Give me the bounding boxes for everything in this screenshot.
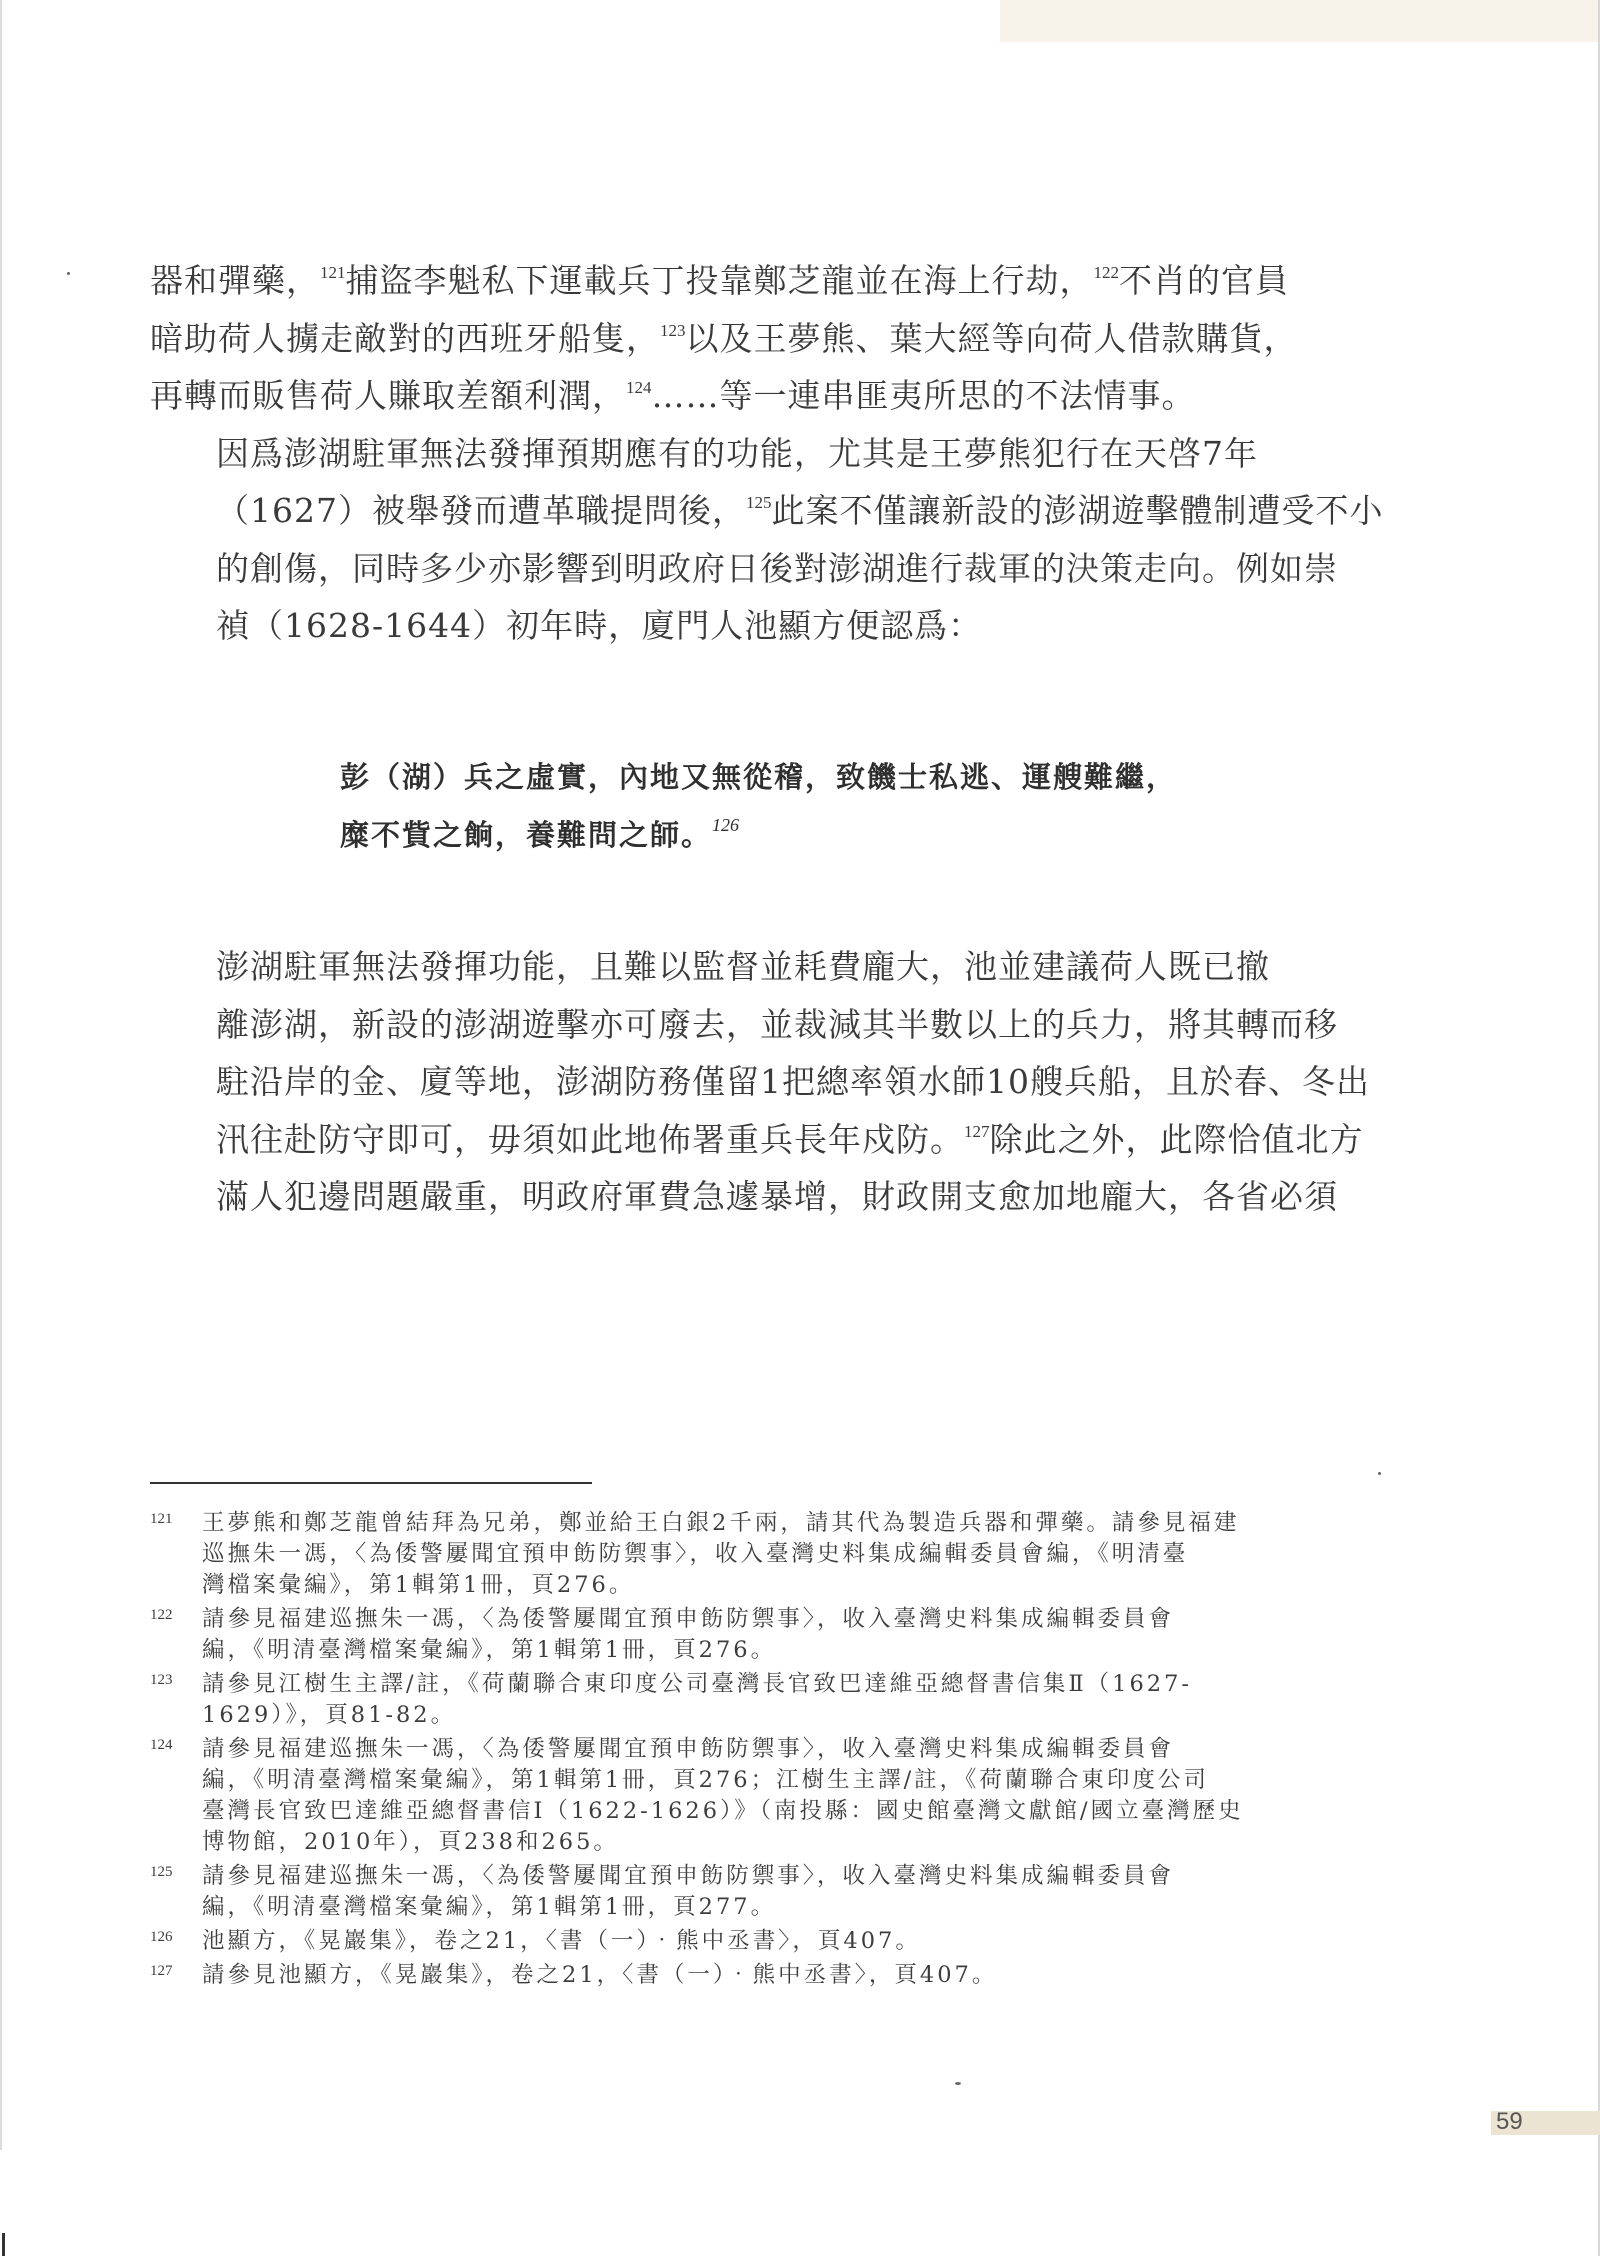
text-run: 汛往赴防守即可，毋須如此地佈署重兵長年戍防。 — [216, 1119, 964, 1159]
footnote-number: 126 — [150, 1929, 173, 1945]
footnote-number: 127 — [150, 1963, 173, 1979]
text-run: 因爲澎湖駐軍無法發揮預期應有的功能，尤其是王夢熊犯行在天啓7年 — [216, 433, 1258, 473]
text-run: 器和彈藥， — [150, 261, 320, 300]
footnote-reference[interactable]: 121 — [320, 263, 346, 282]
text-line — [150, 482, 1384, 540]
text-line — [150, 996, 1345, 1054]
text-line — [150, 252, 1345, 310]
text-run: 彭（湖）兵之虛實，內地又無從稽，致饑士私逃、運艘難繼， — [340, 760, 1178, 794]
footnote-item — [150, 1734, 1350, 1858]
body-section-1 — [150, 252, 1384, 655]
text-line — [150, 367, 1345, 425]
footnote-text-line: 臺灣長官致巴達維亞總督書信Ⅰ（1622-1626）》（南投縣：國史館臺灣文獻館/國立臺灣歷史 — [202, 1798, 1244, 1824]
text-line — [150, 425, 1345, 483]
footnote-reference[interactable]: 127 — [964, 1121, 990, 1141]
footnote-text-line: 博物館，2010年），頁238和265。 — [202, 1829, 619, 1855]
text-run: 除此之外，此際恰值北方 — [989, 1119, 1364, 1159]
text-run: 駐沿岸的金、廈等地，澎湖防務僅留1把總率領水師10艘兵船，且於春、冬出 — [216, 1062, 1370, 1101]
paragraph-2 — [150, 425, 1384, 655]
footnote-text-line: 灣檔案彙編》，第1輯第1冊，頁276。 — [202, 1572, 635, 1598]
page-top-band — [1000, 0, 1600, 42]
footnote-text-line: 王夢熊和鄭芝龍曾結拜為兄弟，鄭並給王白銀2千兩，請其代為製造兵器和彈藥。請參見福建 — [202, 1510, 1240, 1536]
text-line — [150, 1111, 1364, 1169]
text-run: 離澎湖，新設的澎湖遊擊亦可廢去，並裁減其半數以上的兵力，將其轉而移 — [216, 1004, 1338, 1044]
paragraph-3 — [150, 938, 1370, 1226]
paragraph-1 — [150, 252, 1345, 425]
footnote-text-line: 1629）》，頁81-82。 — [202, 1702, 457, 1728]
footnote-text-line: 編，《明清臺灣檔案彙編》，第1輯第1冊，頁276。 — [202, 1637, 777, 1663]
footnote-text-line: 請參見福建巡撫朱一馮，〈為倭警屢聞宜預申飭防禦事〉，收入臺灣史料集成編輯委員會 — [202, 1736, 1175, 1762]
footnote-reference[interactable]: 122 — [1093, 263, 1119, 282]
text-line — [340, 806, 1350, 864]
text-run: 不肖的官員 — [1119, 261, 1289, 300]
body-section-2 — [150, 938, 1370, 1226]
footnote-text-line: 請參見池顯方，《晃巖集》，卷之21，〈書（一）‧熊中丞書〉，頁407。 — [202, 1962, 998, 1988]
footnote-reference[interactable]: 124 — [626, 378, 652, 397]
block-quote — [340, 748, 1350, 864]
footnote-text-line: 請參見江樹生主譯/註，《荷蘭聯合東印度公司臺灣長官致巴達維亞總督書信集Ⅱ（1627- — [202, 1671, 1192, 1697]
scan-speck — [1378, 1472, 1381, 1475]
text-run: 禎（1628-1644）初年時，廈門人池顯方便認爲： — [216, 606, 983, 645]
footnote-text-line: 編，《明清臺灣檔案彙編》，第1輯第1冊，頁276；江樹生主譯/註，《荷蘭聯合東印度公司 — [202, 1767, 1209, 1793]
footnote-item — [150, 1604, 1350, 1666]
text-line — [340, 748, 1350, 806]
scan-speck — [67, 272, 70, 275]
footnote-text-line: 池顯方，《晃巖集》，卷之21，〈書（一）‧熊中丞書〉，頁407。 — [202, 1928, 921, 1954]
page-left-edge — [0, 0, 2, 2150]
footnote-reference[interactable]: 125 — [745, 493, 772, 512]
text-line — [150, 1168, 1345, 1226]
footnote-text-line: 巡撫朱一馮，〈為倭警屢聞宜預申飭防禦事〉，收入臺灣史料集成編輯委員會編，《明清臺 — [202, 1541, 1189, 1567]
text-line — [150, 597, 1345, 655]
text-line — [150, 1053, 1370, 1111]
text-run: 再轉而販售荷人賺取差額利潤， — [150, 376, 626, 415]
footnote-number: 123 — [150, 1672, 173, 1688]
footnote-item — [150, 1669, 1350, 1731]
text-line — [150, 310, 1345, 368]
footnote-number: 125 — [150, 1864, 173, 1880]
footnote-reference[interactable]: 123 — [660, 320, 686, 340]
footnote-text-line: 請參見福建巡撫朱一馮，〈為倭警屢聞宜預申飭防禦事〉，收入臺灣史料集成編輯委員會 — [202, 1863, 1175, 1889]
footnote-number: 121 — [150, 1511, 173, 1527]
text-run: （1627）被舉發而遭革職提問後， — [216, 491, 746, 530]
footnote-number: 124 — [150, 1737, 173, 1753]
page-number: 59 — [1496, 2108, 1523, 2135]
footnote-text-line: 編，《明清臺灣檔案彙編》，第1輯第1冊，頁277。 — [202, 1894, 777, 1920]
scan-speck — [955, 2082, 961, 2085]
footnote-item — [150, 1960, 1350, 1991]
text-run: 此案不僅讓新設的澎湖遊擊體制遭受不小 — [771, 491, 1384, 530]
footnote-text-line: 請參見福建巡撫朱一馮，〈為倭警屢聞宜預申飭防禦事〉，收入臺灣史料集成編輯委員會 — [202, 1606, 1175, 1632]
text-line — [150, 540, 1345, 598]
text-line — [150, 938, 1345, 996]
footnote-item — [150, 1926, 1350, 1957]
page-edge-mark — [2, 2233, 5, 2256]
footnote-reference[interactable]: 126 — [712, 815, 740, 835]
text-run: 暗助荷人擄走敵對的西班牙船隻， — [150, 318, 660, 358]
footnote-separator — [150, 1482, 592, 1484]
text-run: 的創傷，同時多少亦影響到明政府日後對澎湖進行裁軍的決策走向。例如崇 — [216, 548, 1338, 588]
footnotes-list — [150, 1508, 1350, 1994]
footnote-item — [150, 1861, 1350, 1923]
text-run: 以及王夢熊、葉大經等向荷人借款購貨， — [685, 318, 1298, 358]
text-run: 糜不貲之餉，養難問之師。 — [340, 818, 713, 852]
footnote-item — [150, 1508, 1350, 1601]
text-run: 澎湖駐軍無法發揮功能，且難以監督並耗費龐大，池並建議荷人既已撤 — [216, 947, 1270, 986]
text-run: 滿人犯邊問題嚴重，明政府軍費急遽暴增，財政開支愈加地龐大，各省必須 — [216, 1177, 1338, 1216]
footnote-number: 122 — [150, 1607, 173, 1623]
text-run: 捕盜李魁私下運載兵丁投靠鄭芝龍並在海上行劫， — [345, 261, 1094, 300]
text-run: ……等一連串匪夷所思的不法情事。 — [651, 376, 1196, 415]
